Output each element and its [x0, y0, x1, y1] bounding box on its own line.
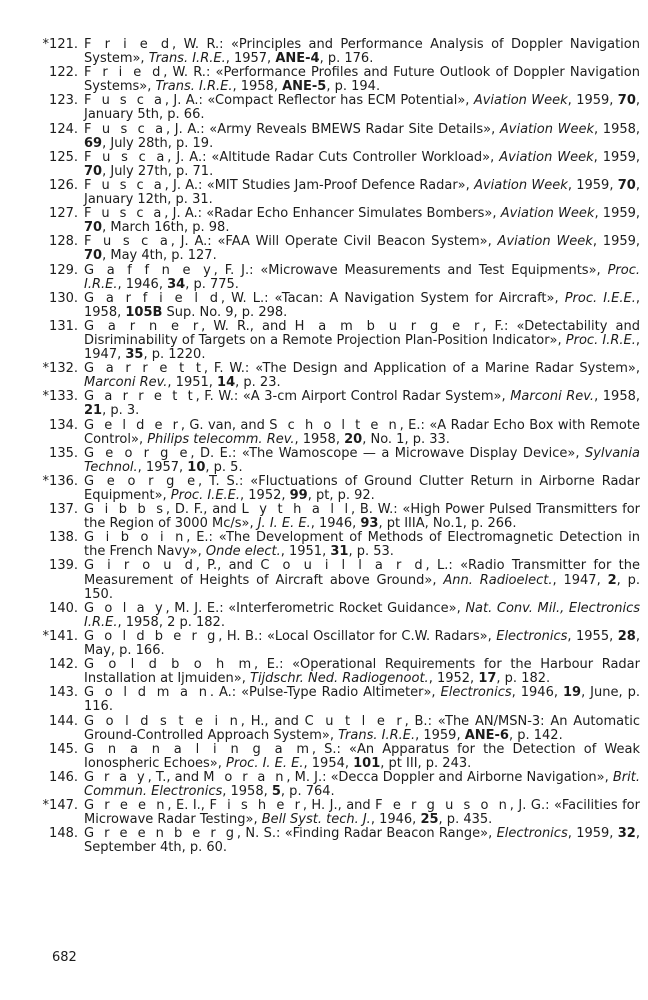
citation-text: , May 4th, p. 127.	[102, 248, 217, 264]
reference-entry	[20, 264, 640, 292]
reference-text	[84, 799, 640, 827]
reference-entry	[20, 771, 640, 799]
citation-text: . A.: «Pulse-Type Radio Altimeter»,	[209, 685, 441, 701]
reference-number: 125.	[49, 149, 78, 165]
citation-text: , 1946,	[310, 516, 361, 532]
citation-text: , T., and	[147, 769, 204, 785]
reference-number: 129.	[49, 262, 78, 278]
reference-text	[84, 207, 640, 235]
citation-text: , F. J.: «Microwave Measurements and Test Equipments»,	[213, 262, 608, 278]
reference-entry	[20, 151, 640, 179]
volume-number: 70	[84, 248, 103, 264]
journal-title: J. I. E. E.	[257, 516, 311, 532]
journal-title: Nat. Conv. Mil., Electronics I.R.E.	[84, 600, 640, 630]
author-name: G o l a y	[84, 600, 166, 616]
reference-entry	[20, 419, 640, 447]
citation-text: , 1958,	[84, 290, 641, 320]
journal-title: Marconi Rev.	[510, 389, 595, 405]
citation-text: , M. J. E.: «Interferometric Rocket Guidance»,	[165, 600, 466, 616]
author-name: G o l d b e r g	[84, 628, 219, 644]
citation-text: , M. J.: «Decca Doppler and Airborne Navigation»,	[286, 769, 613, 785]
reference-entry	[20, 503, 640, 531]
journal-title: Ann. Radioelect.	[443, 572, 553, 588]
reference-text	[84, 320, 640, 362]
reference-text	[84, 292, 640, 320]
citation-text: , July 28th, p. 19.	[102, 135, 214, 151]
citation-text: , S.: «An Apparatus for the Detection of Weak Ionospheric Echoes»,	[84, 741, 640, 771]
reference-entry	[20, 531, 640, 559]
citation-text: , T. S.: «Fluctuations of Ground Clutter Return in Airborne Radar Equipment»,	[84, 473, 640, 503]
journal-title: Aviation Week	[497, 234, 593, 250]
reference-text	[84, 743, 640, 771]
citation-text: , 1955,	[567, 628, 618, 644]
volume-number: 101	[353, 755, 381, 771]
reference-entry	[20, 390, 640, 418]
reference-number: 135.	[49, 445, 78, 461]
citation-text: , P., and	[195, 558, 261, 574]
reference-entry	[20, 799, 640, 827]
author-name: G r a y	[84, 769, 148, 785]
citation-text: , p. 182.	[496, 671, 551, 687]
citation-text: , 1959,	[593, 149, 640, 165]
volume-number: 31	[330, 544, 349, 560]
journal-title: Proc. I.E.E.	[564, 290, 636, 306]
citation-text: , B.: «The AN/MSN-3: An Automatic Ground-Controlled Approach System»,	[84, 713, 640, 743]
citation-text: , 1958,	[294, 431, 345, 447]
author-name: C u t l e r	[304, 713, 405, 729]
author-name: G e l d e r	[84, 417, 181, 433]
citation-text: , D. F., and	[165, 502, 242, 518]
journal-title: Electronics	[440, 685, 512, 701]
author-name: F u s c a	[84, 149, 168, 165]
citation-text: , 1958,	[594, 389, 641, 405]
reference-number: 131.	[49, 318, 78, 334]
citation-text: , p. 435.	[438, 812, 493, 828]
citation-text: , January 5th, p. 66.	[84, 93, 641, 123]
volume-number: ANE-5	[282, 79, 327, 95]
citation-text: , H. J., and	[302, 798, 376, 814]
citation-text: , N. S.: «Finding Radar Beacon Range»,	[236, 826, 497, 842]
reference-text	[84, 559, 640, 601]
volume-number: 69	[84, 135, 103, 151]
author-name: F r i e d	[84, 65, 164, 81]
citation-text: , E.: «Operational Requirements for the Harbour Radar Installation at Ijmuiden»,	[84, 657, 640, 687]
reference-entry	[20, 292, 640, 320]
citation-text: Sup. No. 9, p. 298.	[162, 304, 288, 320]
reference-text	[84, 827, 640, 855]
reference-text	[84, 94, 640, 122]
journal-title: Electronics	[496, 826, 568, 842]
citation-text: , 1959,	[592, 234, 641, 250]
citation-text: , p. 23.	[235, 375, 281, 391]
reference-entry	[20, 94, 640, 122]
author-name: G o l d b o h m	[84, 657, 255, 673]
citation-text: , p. 1220.	[143, 347, 206, 363]
reference-number: *133.	[42, 389, 78, 405]
citation-text: , W. R., and	[201, 318, 295, 334]
reference-entry	[20, 686, 640, 714]
reference-number: 145.	[49, 741, 78, 757]
citation-text: , pt, p. 92.	[307, 488, 375, 503]
reference-number: 124.	[49, 121, 78, 137]
reference-text	[84, 123, 640, 151]
journal-title: Trans. I.R.E.	[338, 727, 416, 743]
citation-text: , J. A.: «Compact Reflector has ECM Potential»,	[164, 93, 474, 109]
journal-title: Aviation Week	[499, 149, 594, 165]
reference-entry	[20, 475, 640, 503]
author-name: G r e e n b e r g	[84, 826, 237, 842]
citation-text: , J. A.: «Altitude Radar Cuts Controller Workload»,	[167, 149, 500, 165]
journal-title: Proc. I.R.E.	[84, 262, 640, 292]
volume-number: 20	[344, 431, 363, 447]
reference-number: *121.	[42, 37, 78, 52]
reference-entry	[20, 207, 640, 235]
citation-text: , 1947,	[84, 332, 640, 363]
author-name: F u s c a	[84, 206, 165, 222]
reference-text	[84, 362, 640, 390]
journal-title: Proc. I.R.E.	[565, 332, 636, 348]
author-name: F u s c a	[84, 121, 166, 137]
author-name: G a r n e r	[84, 318, 202, 334]
author-name: G e o r g e	[84, 473, 198, 489]
reference-entry	[20, 658, 640, 686]
author-name: G o l d s t e i n	[84, 713, 241, 729]
reference-text	[84, 658, 640, 686]
author-name: G a r r e t t	[84, 389, 196, 405]
citation-text: , 1958,	[594, 121, 641, 137]
citation-text: , 1959,	[415, 727, 465, 743]
reference-entry	[20, 362, 640, 390]
volume-number: 70	[617, 177, 636, 193]
volume-number: 93	[360, 516, 379, 532]
citation-text: , 1958, 2 p. 182.	[117, 614, 225, 630]
citation-text: , F. W.: «The Design and Application of a Marine Radar System»,	[203, 361, 640, 377]
author-name: M o r a n	[203, 769, 287, 785]
volume-number: 32	[617, 826, 636, 842]
journal-title: Sylvania Technol.	[84, 445, 640, 475]
citation-text: , H. B.: «Local Oscillator for C.W. Radars»,	[218, 628, 497, 644]
citation-text: , p. 142.	[508, 727, 563, 743]
citation-text: , p. 150.	[84, 572, 641, 602]
reference-entry	[20, 123, 640, 151]
volume-number: 70	[617, 93, 636, 109]
volume-number: 21	[84, 403, 103, 419]
page-number: 682	[52, 950, 77, 965]
reference-text	[84, 771, 640, 799]
author-name: G a r r e t t	[84, 361, 204, 377]
volume-number: 28	[617, 628, 636, 644]
journal-title: Marconi Rev.	[84, 375, 168, 391]
volume-number: ANE-4	[275, 51, 320, 67]
volume-number: 99	[289, 488, 308, 503]
reference-text	[84, 419, 640, 447]
citation-text: , D. E.: «The Wamoscope — a Microwave Display Device»,	[190, 445, 585, 461]
citation-text: , J. A.: «Radar Echo Enhancer Simulates Bombers»,	[164, 206, 501, 222]
journal-title: Proc. I.E.E.	[170, 488, 241, 503]
reference-entry	[20, 66, 640, 94]
journal-title: Tijdschr. Ned. Radiogenoot.	[250, 671, 429, 687]
author-name: G i b o i n	[84, 530, 187, 546]
citation-text: , J. G.: «Facilities for Microwave Radar Testing»,	[84, 798, 640, 828]
author-name: F r i e d	[84, 37, 173, 52]
reference-entry	[20, 630, 640, 658]
citation-text: , W. R.: «Principles and Performance Analysis of Doppler Navigation System»,	[84, 37, 640, 67]
citation-text: , 1954,	[303, 755, 354, 771]
reference-text	[84, 151, 640, 179]
volume-number: 70	[84, 163, 103, 179]
volume-number: 105B	[125, 304, 163, 320]
citation-text: , p. 176.	[319, 51, 374, 67]
citation-text: , L.: «Radio Transmitter for the Measurement of Heights of Aircraft above Ground»,	[84, 558, 640, 588]
citation-text: , E. I.,	[167, 798, 210, 814]
reference-entry	[20, 235, 640, 263]
citation-text: , 1946,	[370, 812, 421, 828]
reference-text	[84, 235, 640, 263]
citation-text: , 1959,	[594, 206, 641, 222]
author-name: F i s h e r	[209, 798, 303, 814]
reference-text	[84, 686, 640, 714]
citation-text: , 1959,	[567, 826, 618, 842]
citation-text: , 1957,	[225, 51, 276, 67]
volume-number: 5	[271, 783, 281, 799]
reference-number: 140.	[49, 600, 78, 616]
volume-number: 17	[478, 671, 497, 687]
citation-text: , 1951,	[280, 544, 331, 560]
author-name: L y t h a l l	[241, 502, 351, 518]
author-name: F u s c a	[84, 177, 165, 193]
citation-text: , p. 194.	[326, 79, 381, 95]
author-name: G r e e n	[84, 798, 168, 814]
reference-entry	[20, 715, 640, 743]
citation-text: , B. W.: «High Power Pulsed Transmitters for the Region of 3000 Mc/s»,	[84, 502, 641, 532]
citation-text: , J. A.: «MIT Studies Jam-Proof Defence Radar»,	[164, 177, 475, 193]
citation-text: , p. 764.	[280, 783, 335, 799]
reference-text	[84, 38, 640, 66]
volume-number: 35	[125, 347, 144, 363]
reference-text	[84, 531, 640, 559]
author-name: G o l d m a n	[84, 685, 210, 701]
journal-title: Electronics	[496, 628, 568, 644]
reference-text	[84, 179, 640, 207]
reference-entry	[20, 559, 640, 601]
volume-number: 25	[420, 812, 439, 828]
citation-text: , p. 5.	[205, 459, 243, 475]
citation-text: , January 12th, p. 31.	[84, 177, 640, 208]
volume-number: 34	[167, 276, 186, 292]
author-name: G n a n a l i n g a m	[84, 741, 312, 757]
author-name: F e r g u s o n	[375, 798, 510, 814]
author-name: G e o r g e	[84, 445, 191, 461]
citation-text: , No. 1, p. 33.	[362, 431, 450, 447]
journal-title: Trans. I.R.E.	[148, 51, 226, 67]
volume-number: 70	[84, 220, 103, 236]
reference-number: 139.	[49, 558, 78, 574]
citation-text: , W. L.: «Tacan: A Navigation System for Aircraft»,	[220, 290, 565, 306]
author-name: F u s c a	[84, 93, 165, 109]
reference-number: 148.	[49, 826, 78, 842]
reference-entry	[20, 38, 640, 66]
reference-text	[84, 475, 640, 503]
reference-number: 127.	[49, 206, 78, 222]
author-name: G a r f i e l d	[84, 290, 221, 306]
reference-entry	[20, 827, 640, 855]
citation-text: , F. W.: «A 3-cm Airport Control Radar System»,	[195, 389, 511, 405]
author-name: C o u i l l a r d	[260, 558, 426, 574]
citation-text: , 1952,	[428, 671, 479, 687]
citation-text: , September 4th, p. 60.	[84, 826, 640, 856]
citation-text: , 1947,	[552, 572, 608, 588]
reference-entry	[20, 179, 640, 207]
journal-title: Aviation Week	[474, 177, 568, 193]
reference-text	[84, 715, 640, 743]
journal-title: Aviation Week	[500, 206, 595, 222]
reference-number: 130.	[49, 290, 78, 306]
author-name: H a m b u r g e r	[294, 318, 483, 334]
reference-text	[84, 264, 640, 292]
reference-number: 123.	[49, 93, 78, 109]
reference-number: 142.	[49, 657, 78, 673]
volume-number: ANE-6	[464, 727, 509, 743]
reference-number: 122.	[49, 65, 78, 81]
reference-number: 126.	[49, 177, 78, 193]
citation-text: , J. A.: «Army Reveals BMEWS Radar Site Details»,	[166, 121, 500, 137]
citation-text: , 1951,	[167, 375, 218, 391]
author-name: G a f f n e y	[84, 262, 214, 278]
journal-title: Aviation Week	[473, 93, 568, 109]
reference-number: 144.	[49, 713, 78, 729]
reference-list	[20, 38, 640, 855]
citation-text: , 1958,	[232, 79, 283, 95]
reference-text	[84, 602, 640, 630]
reference-number: *132.	[42, 361, 78, 377]
citation-text: , 1959,	[567, 177, 618, 193]
citation-text: , J. A.: «FAA Will Operate Civil Beacon System»,	[170, 234, 498, 250]
citation-text: , 1946,	[511, 685, 563, 701]
citation-text: , p. 775.	[185, 276, 239, 292]
reference-number: *141.	[42, 628, 78, 644]
journal-title: Philips telecomm. Rev.	[147, 431, 295, 447]
citation-text: , March 16th, p. 98.	[102, 220, 230, 236]
author-name: S c h o l t e n	[269, 417, 400, 433]
citation-text: , p. 3.	[102, 403, 140, 419]
author-name: G i b b s	[84, 502, 166, 518]
reference-text	[84, 390, 640, 418]
citation-text: , G. van, and	[180, 417, 270, 433]
reference-entry	[20, 743, 640, 771]
reference-number: 128.	[49, 234, 78, 250]
journal-title: Bell Syst. tech. J.	[261, 812, 371, 828]
citation-text: , pt III, p. 243.	[380, 755, 472, 771]
journal-title: Aviation Week	[499, 121, 594, 137]
author-name: G i r o u d	[84, 558, 196, 574]
citation-text: , 1952,	[240, 488, 290, 503]
reference-number: 137.	[49, 502, 78, 518]
volume-number: 14	[217, 375, 236, 391]
reference-number: *136.	[42, 473, 78, 489]
volume-number: 10	[187, 459, 206, 475]
citation-text: , F.: «Detectability and Disriminability of Targets on a Remote Projection Plan-Position Indicator»,	[84, 318, 641, 348]
reference-number: *147.	[42, 798, 78, 814]
citation-text: , 1958,	[222, 783, 272, 799]
reference-entry	[20, 602, 640, 630]
reference-entry	[20, 447, 640, 475]
citation-text: , W. R.: «Performance Profiles and Future Outlook of Doppler Navigation Systems»,	[84, 65, 640, 95]
citation-text: , pt IIIA, No.1, p. 266.	[378, 516, 517, 532]
reference-entry	[20, 320, 640, 362]
citation-text: , May, p. 166.	[84, 628, 640, 659]
citation-text: , E.: «A Radar Echo Box with Remote Control»,	[84, 417, 640, 447]
citation-text: , 1959,	[567, 93, 618, 109]
author-name: F u s c a	[84, 234, 171, 250]
reference-text	[84, 630, 640, 658]
reference-text	[84, 447, 640, 475]
citation-text: , H., and	[240, 713, 305, 729]
citation-text: , 1946,	[117, 276, 168, 292]
journal-title: Onde elect.	[205, 544, 281, 560]
journal-title: Trans. I.R.E.	[155, 79, 233, 95]
volume-number: 19	[562, 685, 582, 701]
reference-number: 138.	[49, 530, 78, 546]
citation-text: , p. 53.	[348, 544, 394, 560]
reference-number: 143.	[49, 685, 78, 701]
citation-text: , July 27th, p. 71.	[102, 163, 214, 179]
reference-text	[84, 66, 640, 94]
citation-text: , June, p. 116.	[84, 685, 640, 715]
volume-number: 2	[607, 572, 617, 588]
reference-number: 134.	[49, 417, 78, 433]
journal-title: Proc. I. E. E.	[226, 755, 304, 771]
citation-text: , E.: «The Development of Methods of Electromagnetic Detection in the French Navy»,	[84, 530, 640, 560]
reference-number: 146.	[49, 769, 78, 785]
reference-text	[84, 503, 640, 531]
journal-title: Brit. Commun. Electronics	[84, 769, 640, 799]
citation-text: , 1957,	[137, 459, 188, 475]
